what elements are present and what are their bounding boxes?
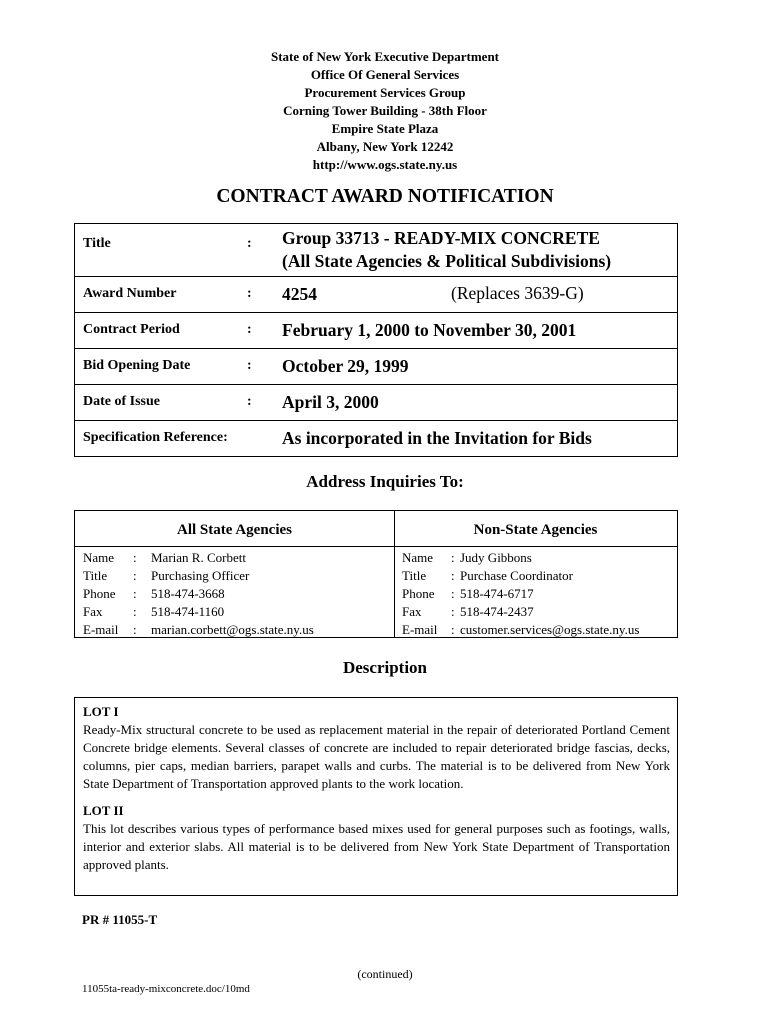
contact-sep: : [451, 550, 455, 565]
contact-row [394, 567, 677, 585]
continued-note: (continued) [357, 967, 413, 981]
colon: : [247, 236, 252, 251]
contact-sep: : [133, 586, 137, 601]
colon: : [247, 286, 252, 301]
contact-sep: : [133, 550, 137, 565]
non-state-agencies-column [394, 511, 677, 637]
contact-key: Phone [402, 586, 435, 601]
contacts-table [74, 510, 678, 638]
title-value-line1: Group 33713 - READY-MIX CONCRETE [282, 228, 600, 248]
award-number-row [75, 277, 677, 313]
colon: : [247, 358, 252, 373]
lot-title: LOT I [83, 704, 119, 719]
replaces-note: (Replaces 3639-G) [451, 283, 584, 303]
footer-filename: 11055ta-ready-mixconcrete.doc/10md [82, 983, 250, 995]
state-agencies-column [75, 511, 395, 637]
bid-opening-value: October 29, 1999 [282, 356, 409, 376]
title-label: Title [83, 236, 111, 251]
contact-key: Title [83, 568, 108, 583]
contact-key: E-mail [402, 622, 438, 637]
letterhead [0, 48, 770, 174]
contact-name: Marian R. Corbett [151, 550, 246, 565]
bid-opening-row [75, 349, 677, 385]
contact-name: Judy Gibbons [460, 550, 532, 565]
date-of-issue-value: April 3, 2000 [282, 392, 379, 412]
contact-row [75, 567, 394, 585]
contact-sep: : [133, 604, 137, 619]
description-box [74, 697, 678, 896]
contact-key: Phone [83, 586, 116, 601]
contact-row [394, 585, 677, 603]
contact-key: Fax [402, 604, 422, 619]
contact-email-link[interactable]: customer.services@ogs.state.ny.us [460, 622, 640, 637]
contract-period-label: Contract Period [83, 322, 180, 337]
contact-row [394, 603, 677, 621]
contract-period-row [75, 313, 677, 349]
award-info-table [74, 223, 678, 457]
contact-phone: 518-474-3668 [151, 586, 225, 601]
contact-sep: : [133, 568, 137, 583]
spec-reference-label: Specification Reference: [83, 430, 228, 445]
pr-number: PR # 11055-T [82, 912, 158, 927]
lot-title: LOT II [83, 803, 124, 818]
contact-key: E-mail [83, 622, 119, 637]
spec-reference-row [75, 421, 677, 456]
contact-phone: 518-474-6717 [460, 586, 534, 601]
contact-row [75, 585, 394, 603]
date-of-issue-row [75, 385, 677, 421]
contract-period-value: February 1, 2000 to November 30, 2001 [282, 320, 577, 340]
contact-key: Name [402, 550, 434, 565]
contact-key: Name [83, 550, 115, 565]
lot-text: This lot describes various types of performance based mixes used for general purposes such as footings, walls, interior and exterior slabs. All material is to be delivered from New York State Department of Transportation approved plants. [83, 821, 670, 872]
letterhead-line: Office Of General Services [310, 67, 460, 82]
contact-row [75, 621, 394, 639]
award-number-label: Award Number [83, 286, 177, 301]
description-heading: Description [342, 658, 428, 677]
contact-row [75, 549, 394, 567]
contact-sep: : [451, 568, 455, 583]
address-heading: Address Inquiries To: [306, 472, 464, 491]
lot-text: Ready-Mix structural concrete to be used as replacement material in the repair of deteriorated Portland Cement Concrete bridge elements. Several classes of concrete are included to repair deteriorated bridge fascias, decks, columns, pier caps, median barriers, parapet walls and curbs. The material is to be delivered from New York State Department of Transportation approved plants to the work location. [83, 722, 670, 791]
date-of-issue-label: Date of Issue [83, 394, 160, 409]
colon: : [247, 394, 252, 409]
contact-title: Purchasing Officer [151, 568, 250, 583]
letterhead-line: Procurement Services Group [304, 85, 466, 100]
contact-row [75, 603, 394, 621]
letterhead-line: Corning Tower Building - 38th Floor [283, 103, 487, 118]
contact-sep: : [451, 604, 455, 619]
title-value [282, 227, 611, 273]
contact-sep: : [451, 586, 455, 601]
contact-fax: 518-474-1160 [151, 604, 225, 619]
letterhead-line: Empire State Plaza [331, 121, 439, 136]
contact-row [394, 621, 677, 639]
letterhead-line: State of New York Executive Department [270, 49, 500, 64]
document-title: CONTRACT AWARD NOTIFICATION [216, 186, 554, 207]
contact-key: Fax [83, 604, 103, 619]
spec-reference-value: As incorporated in the Invitation for Bids [282, 428, 592, 448]
contact-sep: : [451, 622, 455, 637]
contact-sep: : [133, 622, 137, 637]
contact-row [394, 549, 677, 567]
contact-email-link[interactable]: marian.corbett@ogs.state.ny.us [151, 622, 314, 637]
contact-key: Title [402, 568, 427, 583]
bid-opening-label: Bid Opening Date [83, 358, 191, 373]
contact-fax: 518-474-2437 [460, 604, 534, 619]
contact-title: Purchase Coordinator [460, 568, 574, 583]
letterhead-line: Albany, New York 12242 [316, 139, 454, 154]
letterhead-url: http://www.ogs.state.ny.us [312, 157, 458, 172]
award-number-value: 4254 [282, 284, 317, 304]
title-row [75, 224, 677, 277]
title-value-line2: (All State Agencies & Political Subdivisions) [282, 251, 612, 271]
state-agencies-heading: All State Agencies [75, 511, 394, 547]
non-state-agencies-heading: Non-State Agencies [394, 511, 677, 547]
colon: : [247, 322, 252, 337]
